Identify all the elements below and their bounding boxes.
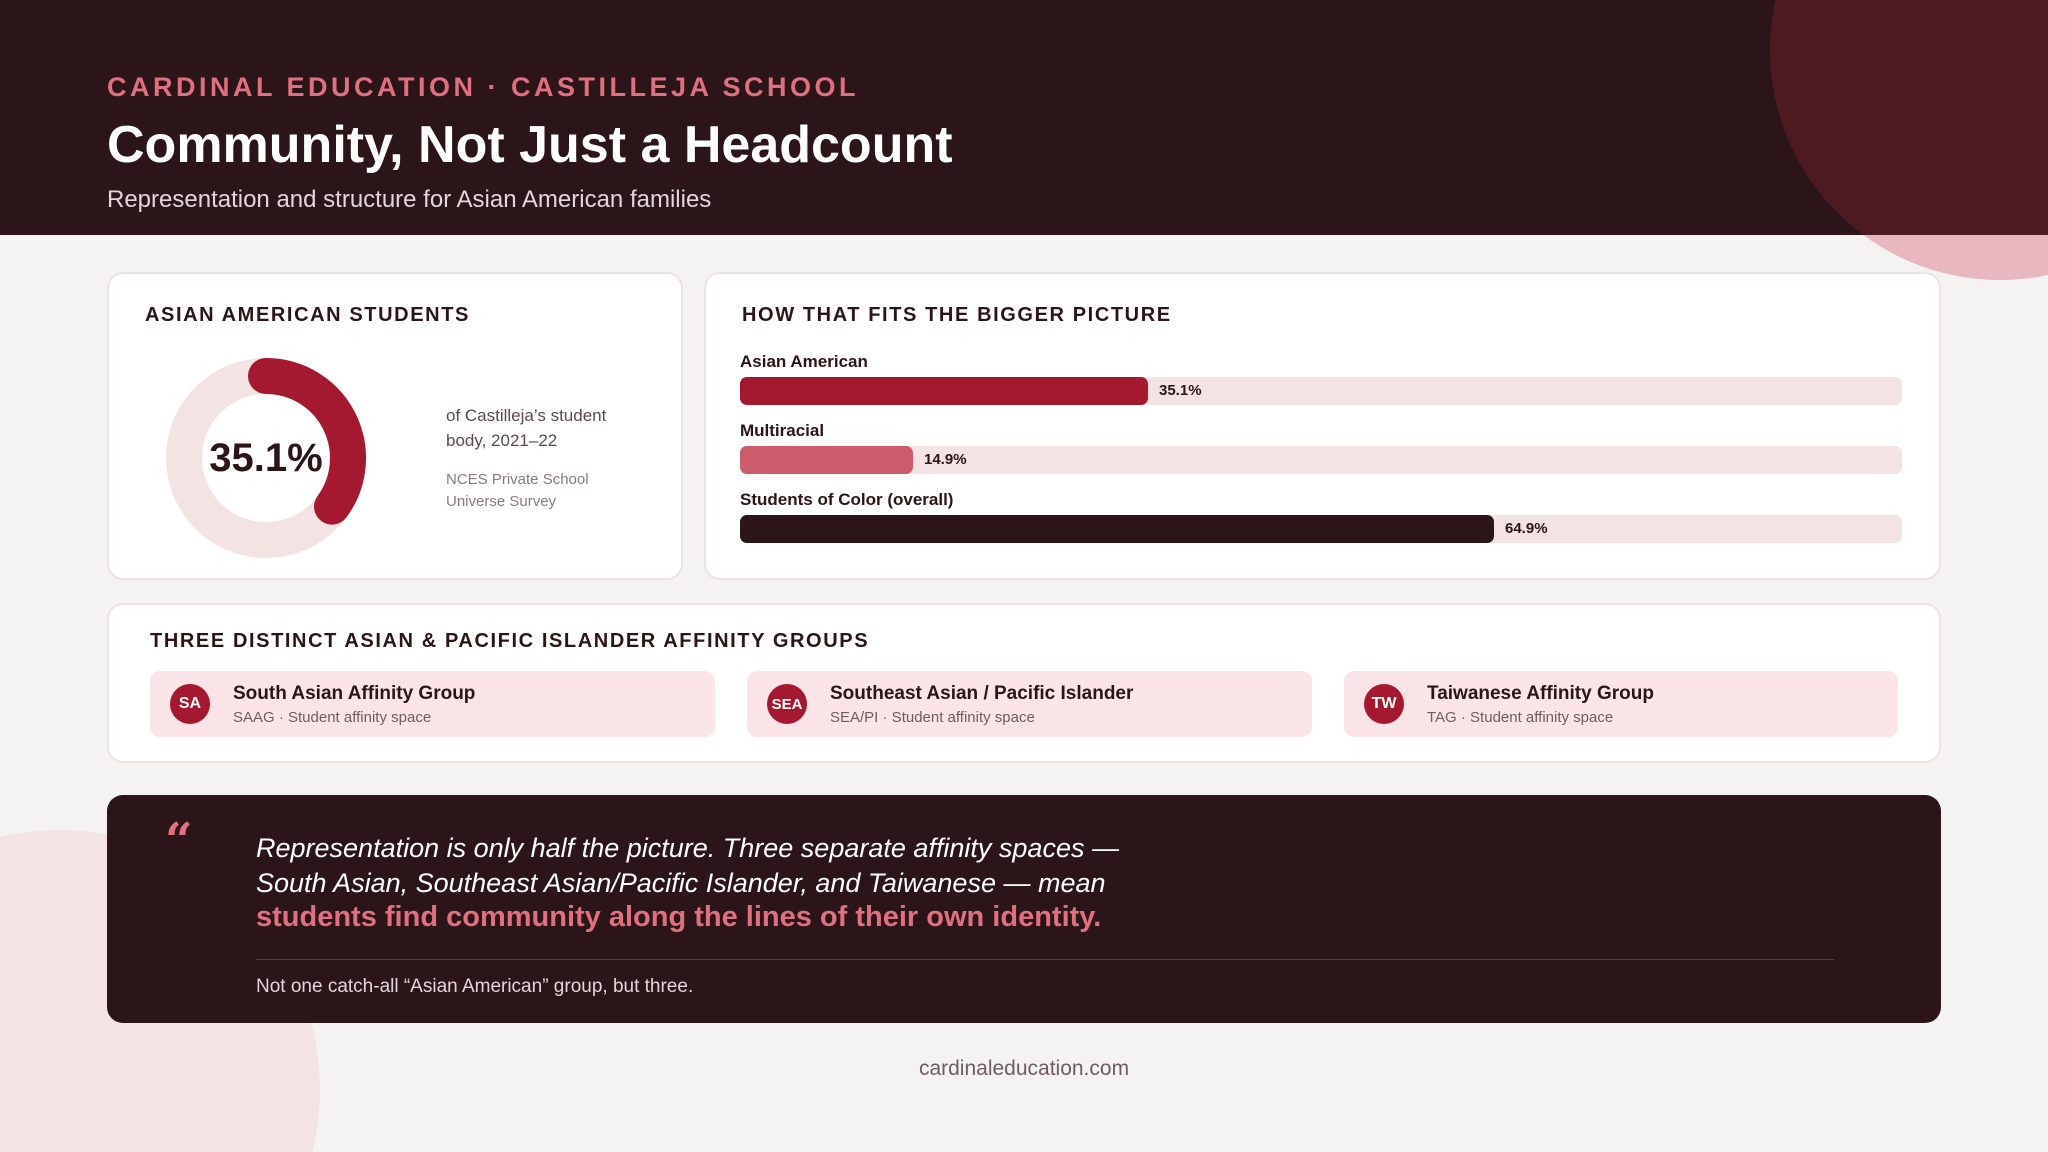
group-subtitle: SAAG · Student affinity space xyxy=(233,709,432,726)
bar-track xyxy=(740,377,1902,405)
bar xyxy=(740,446,913,474)
group-badge: SEA xyxy=(767,684,807,724)
footer-url: cardinaleducation.com xyxy=(918,1057,1130,1080)
quote-text: Representation is only half the picture. Three separate affinity spaces — South Asian, Southeast Asian/Pacific Islander, and Taiwanese — mean xyxy=(256,833,1119,898)
group-badge: SA xyxy=(170,684,210,724)
header-banner xyxy=(0,0,2048,235)
group-subtitle: TAG · Student affinity space xyxy=(1427,709,1614,726)
bigger-picture-heading: HOW THAT FITS THE BIGGER PICTURE xyxy=(742,304,1172,326)
group-badge: TW xyxy=(1364,684,1404,724)
header-decorative-circle xyxy=(1770,0,2048,235)
bar-value-label: 14.9% xyxy=(924,451,967,468)
group-name: South Asian Affinity Group xyxy=(233,683,476,704)
bar-label: Multiracial xyxy=(740,421,825,440)
eyebrow-label: CARDINAL EDUCATION · CASTILLEJA SCHOOL xyxy=(107,72,859,102)
donut-chart xyxy=(146,338,386,578)
quote-card xyxy=(107,795,1941,1023)
affinity-group-taiwanese xyxy=(1344,671,1898,737)
quote-footnote: Not one catch-all “Asian American” group, but three. xyxy=(256,976,694,997)
group-subtitle: SEA/PI · Student affinity space xyxy=(830,709,1035,726)
quote-mark-icon: “ xyxy=(165,813,193,869)
page-subtitle: Representation and structure for Asian American families xyxy=(107,186,712,213)
bar xyxy=(740,515,1494,543)
donut-source: NCES Private School Universe Survey xyxy=(446,471,589,510)
affinity-group-southeast-asian xyxy=(747,671,1312,737)
quote-divider xyxy=(256,959,1834,960)
affinity-group-south-asian xyxy=(150,671,715,737)
group-name: Southeast Asian / Pacific Islander xyxy=(830,683,1134,704)
bar-label: Asian American xyxy=(740,352,868,371)
bar-value-label: 64.9% xyxy=(1505,520,1548,537)
quote-highlight: students find community along the lines of their own identity. xyxy=(256,901,1102,933)
bar-value-label: 35.1% xyxy=(1159,382,1202,399)
donut-center-value: 35.1% xyxy=(209,435,323,480)
bar-track xyxy=(740,515,1902,543)
page-title: Community, Not Just a Headcount xyxy=(107,116,953,174)
affinity-groups-heading: THREE DISTINCT ASIAN & PACIFIC ISLANDER AFFINITY GROUPS xyxy=(150,630,870,652)
donut-caption: of Castilleja’s student body, 2021–22 xyxy=(446,406,607,450)
students-card-heading: ASIAN AMERICAN STUDENTS xyxy=(145,304,470,326)
bar-label: Students of Color (overall) xyxy=(740,490,954,509)
bar-track xyxy=(740,446,1902,474)
bar xyxy=(740,377,1148,405)
group-name: Taiwanese Affinity Group xyxy=(1427,683,1654,704)
